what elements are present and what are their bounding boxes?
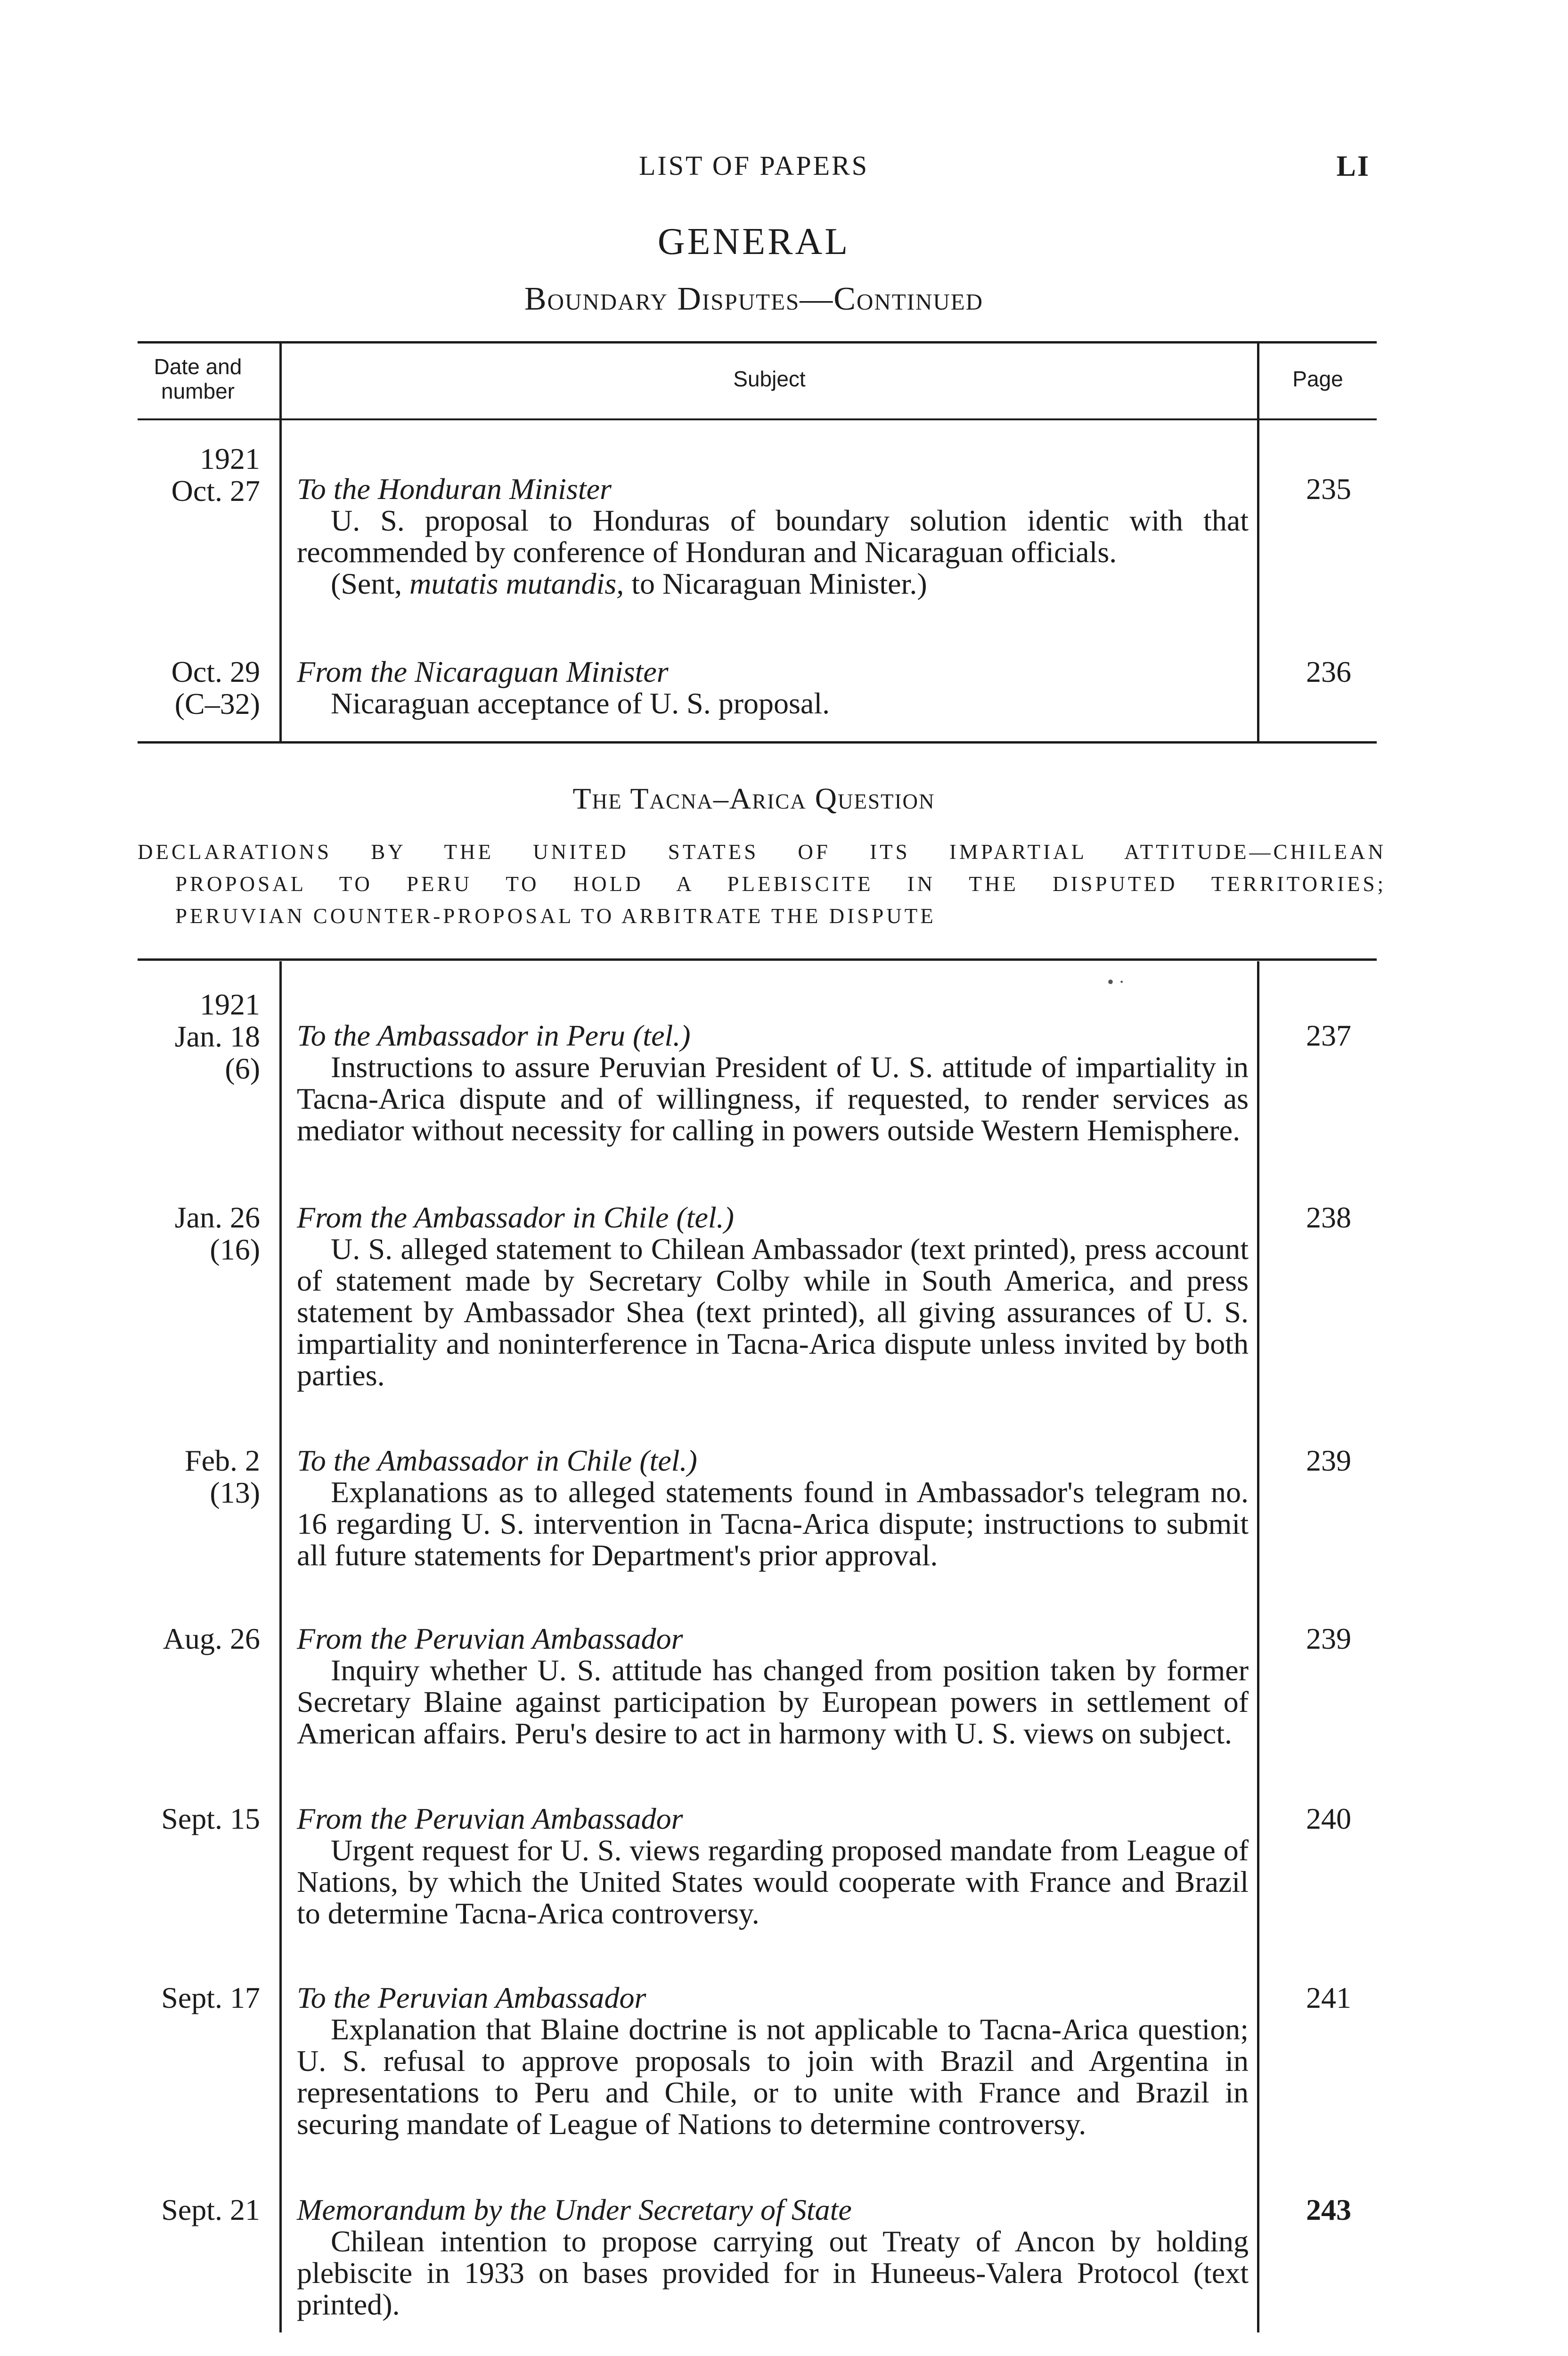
entry-summary: Instructions to assure Peruvian President of U. S. attitude of impartiality in Tacna-Arica dispute and of willingness, if requested, to render services as mediator without necessity for calling in powers outside Western Hemisphere.: [297, 1050, 1249, 1147]
entry-date: [133, 1445, 260, 1509]
table-top-rule: [138, 341, 1377, 344]
page-column-divider: [1257, 343, 1259, 741]
entry-date: [133, 1982, 260, 2014]
note-italic: mutatis mutandis,: [409, 567, 624, 600]
date-column-divider: [279, 961, 282, 2332]
entry-page-ref: 235: [1306, 472, 1351, 506]
print-specks: • ·: [1107, 971, 1125, 992]
entry-date: [133, 989, 260, 1085]
entry-year: 1921: [200, 442, 260, 475]
entry-number: (6): [225, 1052, 260, 1085]
subsection-title: Boundary Disputes—Continued: [524, 281, 984, 317]
entry-summary: U. S. alleged statement to Chilean Ambassador (text printed), press account of statement made by Secretary Colby while in South America, and press statement by Ambassador Shea (text printed), all giving assurances of U. S. impartiality and noninterference in Tacna-Arica dispute unless invited by both parties.: [297, 1232, 1249, 1392]
entry-number: (16): [210, 1233, 260, 1266]
table-top-rule: [138, 958, 1377, 961]
entry-date: [133, 443, 260, 507]
entry-day: Jan. 26: [174, 1201, 260, 1234]
page-number: LI: [1336, 150, 1370, 182]
page-column-divider: [1257, 961, 1259, 2332]
date-column-divider: [279, 343, 282, 741]
entry-page-ref: 243: [1306, 2193, 1351, 2226]
entry-page-ref: 240: [1306, 1802, 1351, 1835]
entry-summary: Urgent request for U. S. views regarding proposed mandate from League of Nations, by which the United States would cooperate with France and Brazil to determine Tacna-Arica controversy.: [297, 1833, 1249, 1930]
column-header-date: Date and number: [154, 354, 242, 403]
list-item: [297, 1202, 1249, 1391]
list-item: [297, 1982, 1249, 2140]
declaration-line-2: PROPOSAL TO PERU TO HOLD A PLEBISCITE IN THE DISPUTED TERRITORIES;: [175, 872, 1386, 896]
section-title: GENERAL: [657, 221, 850, 262]
entry-page-ref: 238: [1306, 1201, 1351, 1234]
note-post: to Nicaraguan Minister.): [624, 567, 927, 600]
entry-addressee: From the Ambassador in Chile (tel.): [297, 1201, 734, 1234]
list-item: [297, 2194, 1249, 2320]
list-item: [297, 656, 1249, 719]
entry-year: 1921: [200, 988, 260, 1021]
entry-day: Oct. 29: [171, 655, 260, 688]
entry-addressee: From the Peruvian Ambassador: [297, 1622, 683, 1655]
entry-page-ref: 239: [1306, 1444, 1351, 1477]
entry-day: Sept. 21: [161, 2193, 260, 2226]
entry-summary: Nicaraguan acceptance of U. S. proposal.: [331, 687, 830, 720]
entry-date: [133, 1202, 260, 1266]
entry-page-ref: 241: [1306, 1981, 1351, 2014]
entry-summary: Chilean intention to propose carrying out Treaty of Ancon by holding plebiscite in 1933 on bases provided for in Huneeus-Valera Protocol (text printed).: [297, 2225, 1249, 2321]
entry-summary: Explanations as to alleged statements found in Ambassador's telegram no. 16 regarding U. S. intervention in Tacna-Arica dispute; instructions to submit all future statements for Department's prior approval.: [297, 1475, 1249, 1572]
entry-note: [297, 568, 1249, 599]
running-title: LIST OF PAPERS: [639, 150, 869, 181]
entry-day: Oct. 27: [171, 474, 260, 507]
entry-number: (C–32): [174, 687, 260, 720]
tacna-arica-title: The Tacna–Arica Question: [572, 782, 935, 815]
entry-number: (13): [210, 1476, 260, 1509]
section-declaration: [138, 836, 1386, 932]
entry-addressee: Memorandum by the Under Secretary of State: [297, 2193, 852, 2226]
list-item: [297, 1623, 1249, 1749]
entry-date: [133, 656, 260, 720]
entry-day: Jan. 18: [174, 1020, 260, 1053]
column-header-page: Page: [1292, 367, 1343, 391]
entry-summary: Inquiry whether U. S. attitude has changed from position taken by former Secretary Blaine against participation by European powers in settlement of American affairs. Peru's desire to act in harmony with U. S. views on subject.: [297, 1653, 1249, 1750]
table-bottom-rule: [138, 741, 1377, 744]
entry-page-ref: 239: [1306, 1622, 1351, 1655]
entry-page-ref: 237: [1306, 1019, 1351, 1052]
running-head: [0, 150, 1568, 188]
entry-date: [133, 1803, 260, 1835]
declaration-line-3: PERUVIAN COUNTER-PROPOSAL TO ARBITRATE THE DISPUTE: [175, 904, 936, 928]
entry-day: Feb. 2: [185, 1444, 260, 1477]
entry-addressee: To the Honduran Minister: [297, 472, 612, 506]
entry-date: [133, 1623, 260, 1655]
header-bottom-rule: [138, 418, 1377, 420]
list-item: [297, 1020, 1249, 1146]
entry-summary: Explanation that Blaine doctrine is not applicable to Tacna-Arica question; U. S. refusal to approve proposals to join with Brazil and Argentina in representations to Peru and Chile, or to unite with France and Brazil in securing mandate of League of Nations to determine controversy.: [297, 2012, 1249, 2141]
entry-addressee: To the Ambassador in Peru (tel.): [297, 1019, 691, 1052]
list-item: [297, 1803, 1249, 1929]
entry-page-ref: 236: [1306, 655, 1351, 688]
entry-day: Aug. 26: [163, 1622, 260, 1655]
entry-addressee: To the Peruvian Ambassador: [297, 1981, 646, 2014]
entry-day: Sept. 17: [161, 1981, 260, 2014]
entry-addressee: From the Peruvian Ambassador: [297, 1802, 683, 1835]
entry-addressee: From the Nicaraguan Minister: [297, 655, 669, 688]
declaration-line-1: DECLARATIONS BY THE UNITED STATES OF ITS IMPARTIAL ATTITUDE—CHILEAN: [138, 840, 1386, 864]
entry-summary: U. S. proposal to Honduras of boundary solution identic with that recommended by conference of Honduran and Nicaraguan officials.: [297, 504, 1249, 569]
list-item: [297, 1445, 1249, 1571]
entry-addressee: To the Ambassador in Chile (tel.): [297, 1444, 697, 1477]
note-pre: (Sent,: [331, 567, 410, 600]
column-header-subject: Subject: [733, 367, 806, 391]
entry-date: [133, 2194, 260, 2226]
list-item: [297, 473, 1249, 599]
entry-day: Sept. 15: [161, 1802, 260, 1835]
